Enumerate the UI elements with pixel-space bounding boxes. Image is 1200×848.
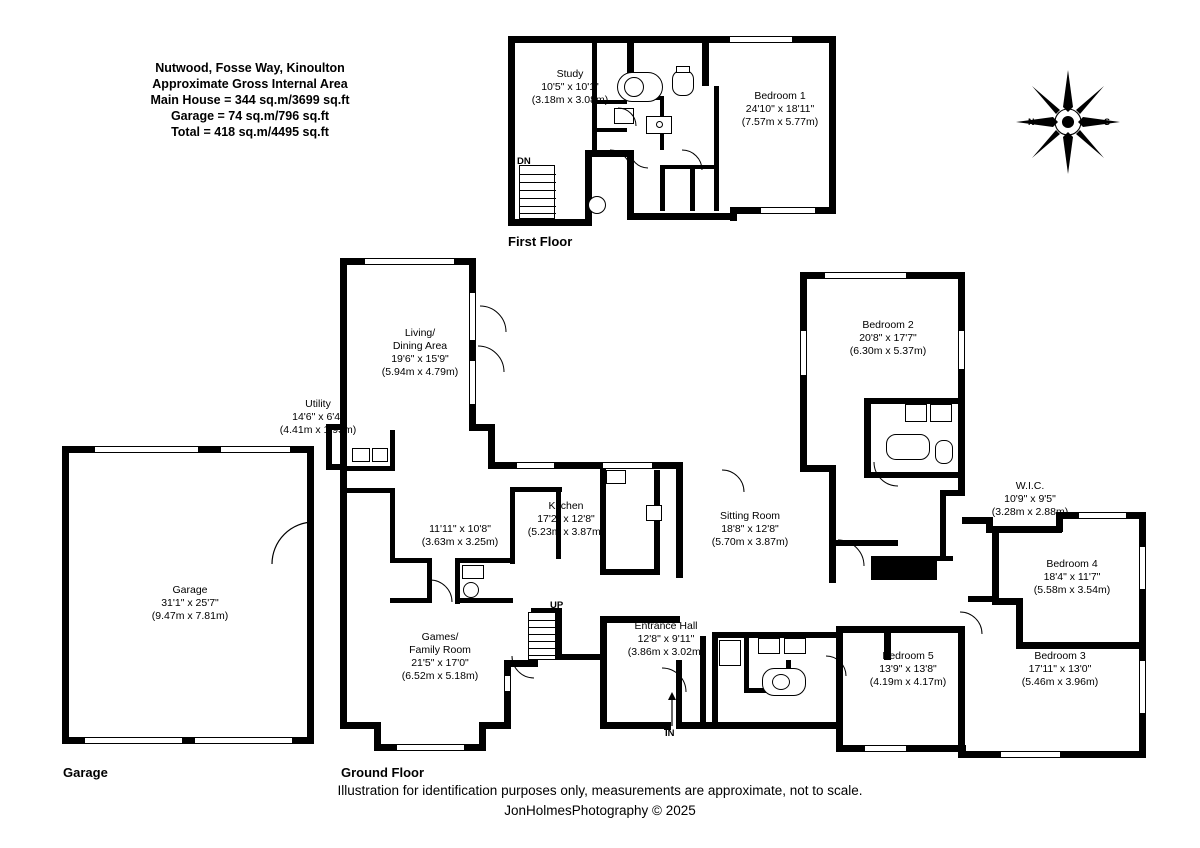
room-utility [258,398,378,437]
window [958,330,965,370]
room-unnamed-metric: (3.63m x 3.25m) [421,536,499,548]
utility-appliance [372,448,388,462]
disclaimer-text: Illustration for identification purposes only, measurements are approximate, not to scale. [337,783,863,798]
window [84,737,184,744]
wall [340,258,347,728]
basin-fixture [930,404,952,422]
ground-floor-label: Ground Floor [341,765,425,780]
room-study-imperial: 10'5" x 10'1" [541,81,599,93]
room-bedroom5 [848,650,968,689]
utility-sink [352,448,370,462]
room-bedroom1-imperial: 24'10" x 18'11" [745,103,815,115]
wall [340,722,376,729]
wall [340,258,366,265]
room-sitting [690,510,810,549]
wall [469,258,476,296]
room-sitting-metric: (5.70m x 3.87m) [711,536,789,548]
title-block [120,60,380,140]
compass-rose [1008,62,1128,182]
credit-text: JonHolmesPhotography © 2025 [504,803,696,818]
room-bedroom2-name: Bedroom 2 [862,319,914,331]
room-games-family [378,631,502,683]
room-games-family-imperial: 21'5" x 17'0" [411,657,469,669]
window [1139,546,1146,590]
window [396,744,466,751]
room-games-family-name-1: Games/ [421,631,459,643]
garage-door-arc [270,520,330,600]
window [364,258,456,265]
room-bedroom3-name: Bedroom 3 [1034,650,1086,662]
room-games-family-metric: (6.52m x 5.18m) [401,670,479,682]
room-sitting-name: Sitting Room [719,510,781,522]
room-bedroom4-metric: (5.58m x 3.54m) [1033,584,1111,596]
wall [488,462,518,469]
room-entrance-hall-imperial: 12'8" x 9'11" [637,633,695,645]
window [94,446,200,453]
room-entrance-hall-name: Entrance Hall [634,620,698,632]
room-bedroom2-metric: (6.30m x 5.37m) [849,345,927,357]
room-sitting-imperial: 18'8" x 12'8" [721,523,779,535]
room-games-family-name-2: Family Room [409,644,471,656]
room-bedroom4-imperial: 18'4" x 11'7" [1043,571,1101,583]
room-kitchen-metric: (5.23m x 3.87m) [527,526,605,538]
wall [921,272,965,279]
property-address: Nutwood, Fosse Way, Kinoulton [155,61,345,75]
wall [390,493,395,563]
wall [347,488,395,493]
window [1139,660,1146,714]
door-arcs-first-floor [500,30,850,230]
room-unnamed [400,523,520,549]
basin-fixture [905,404,927,422]
wall [198,446,222,453]
room-garage-metric: (9.47m x 7.81m) [151,610,229,622]
wall [62,737,86,744]
room-study-name: Study [556,68,584,80]
stairs-down-label: DN [517,156,531,167]
wall [347,466,395,471]
room-living-dining-metric: (5.94m x 4.79m) [381,366,459,378]
room-utility-metric: (4.41m x 1.93m) [279,424,357,436]
wall [326,464,340,470]
room-bedroom3-imperial: 17'11" x 13'0" [1028,663,1092,675]
room-kitchen-name: Kitchen [548,500,584,512]
window [800,330,807,376]
room-bedroom2 [828,319,948,358]
room-wic [972,480,1088,519]
room-entrance-hall [604,620,728,659]
room-utility-name: Utility [305,398,331,410]
total-area: Total = 418 sq.m/4495 sq.ft [171,125,329,139]
area-heading: Approximate Gross Internal Area [152,77,348,91]
room-living-dining-name-1: Living/ [404,327,436,339]
window [602,462,654,469]
wall [62,446,69,744]
room-living-dining-name-2: Dining Area [392,340,448,352]
room-bedroom5-name: Bedroom 5 [882,650,934,662]
room-unnamed-imperial: 11'11" x 10'8" [429,523,491,535]
entrance-in-label: IN [665,728,675,739]
wall [62,446,96,453]
room-living-dining [360,327,480,379]
window [220,446,292,453]
room-kitchen [506,500,626,539]
room-wic-metric: (3.28m x 2.88m) [991,506,1069,518]
room-kitchen-imperial: 17'2" x 12'8" [537,513,595,525]
garage-area: Garage = 74 sq.m/796 sq.ft [170,109,330,123]
room-bedroom4-name: Bedroom 4 [1046,558,1098,570]
room-bedroom4 [1012,558,1132,597]
room-bedroom3-metric: (5.46m x 3.96m) [1021,676,1099,688]
stairs-up-label: UP [550,600,564,611]
room-bedroom3 [1000,650,1120,689]
wall [390,430,395,470]
room-wic-imperial: 10'9" x 9'5" [1004,493,1056,505]
main-house-area: Main House = 344 sq.m/3699 sq.ft [150,93,350,107]
garage-label: Garage [63,765,108,780]
room-garage-imperial: 31'1" x 25'7" [161,597,219,609]
wall [800,272,826,279]
room-entrance-hall-metric: (3.86m x 3.02m) [627,646,705,658]
room-utility-imperial: 14'6" x 6'4" [292,411,344,423]
room-bedroom1-name: Bedroom 1 [754,90,806,102]
room-study [515,68,625,107]
compass-label-n: N [1028,117,1035,127]
room-bedroom2-imperial: 20'8" x 17'7" [859,332,917,344]
window [516,462,556,469]
room-study-metric: (3.18m x 3.08m) [531,94,609,106]
room-wic-name: W.I.C. [1015,480,1045,492]
room-garage-name: Garage [172,584,208,596]
room-bedroom5-imperial: 13'9" x 13'8" [879,663,937,675]
wall [292,737,314,744]
window [194,737,294,744]
first-floor-label: First Floor [508,234,573,249]
room-bedroom1-metric: (7.57m x 5.77m) [741,116,819,128]
wall [554,462,604,469]
room-bedroom5-metric: (4.19m x 4.17m) [869,676,947,688]
room-garage [128,584,252,623]
room-bedroom1 [720,90,840,129]
room-living-dining-imperial: 19'6" x 15'9" [391,353,449,365]
window [824,272,908,279]
compass-label-s: S [1104,117,1111,127]
wall [374,744,398,751]
